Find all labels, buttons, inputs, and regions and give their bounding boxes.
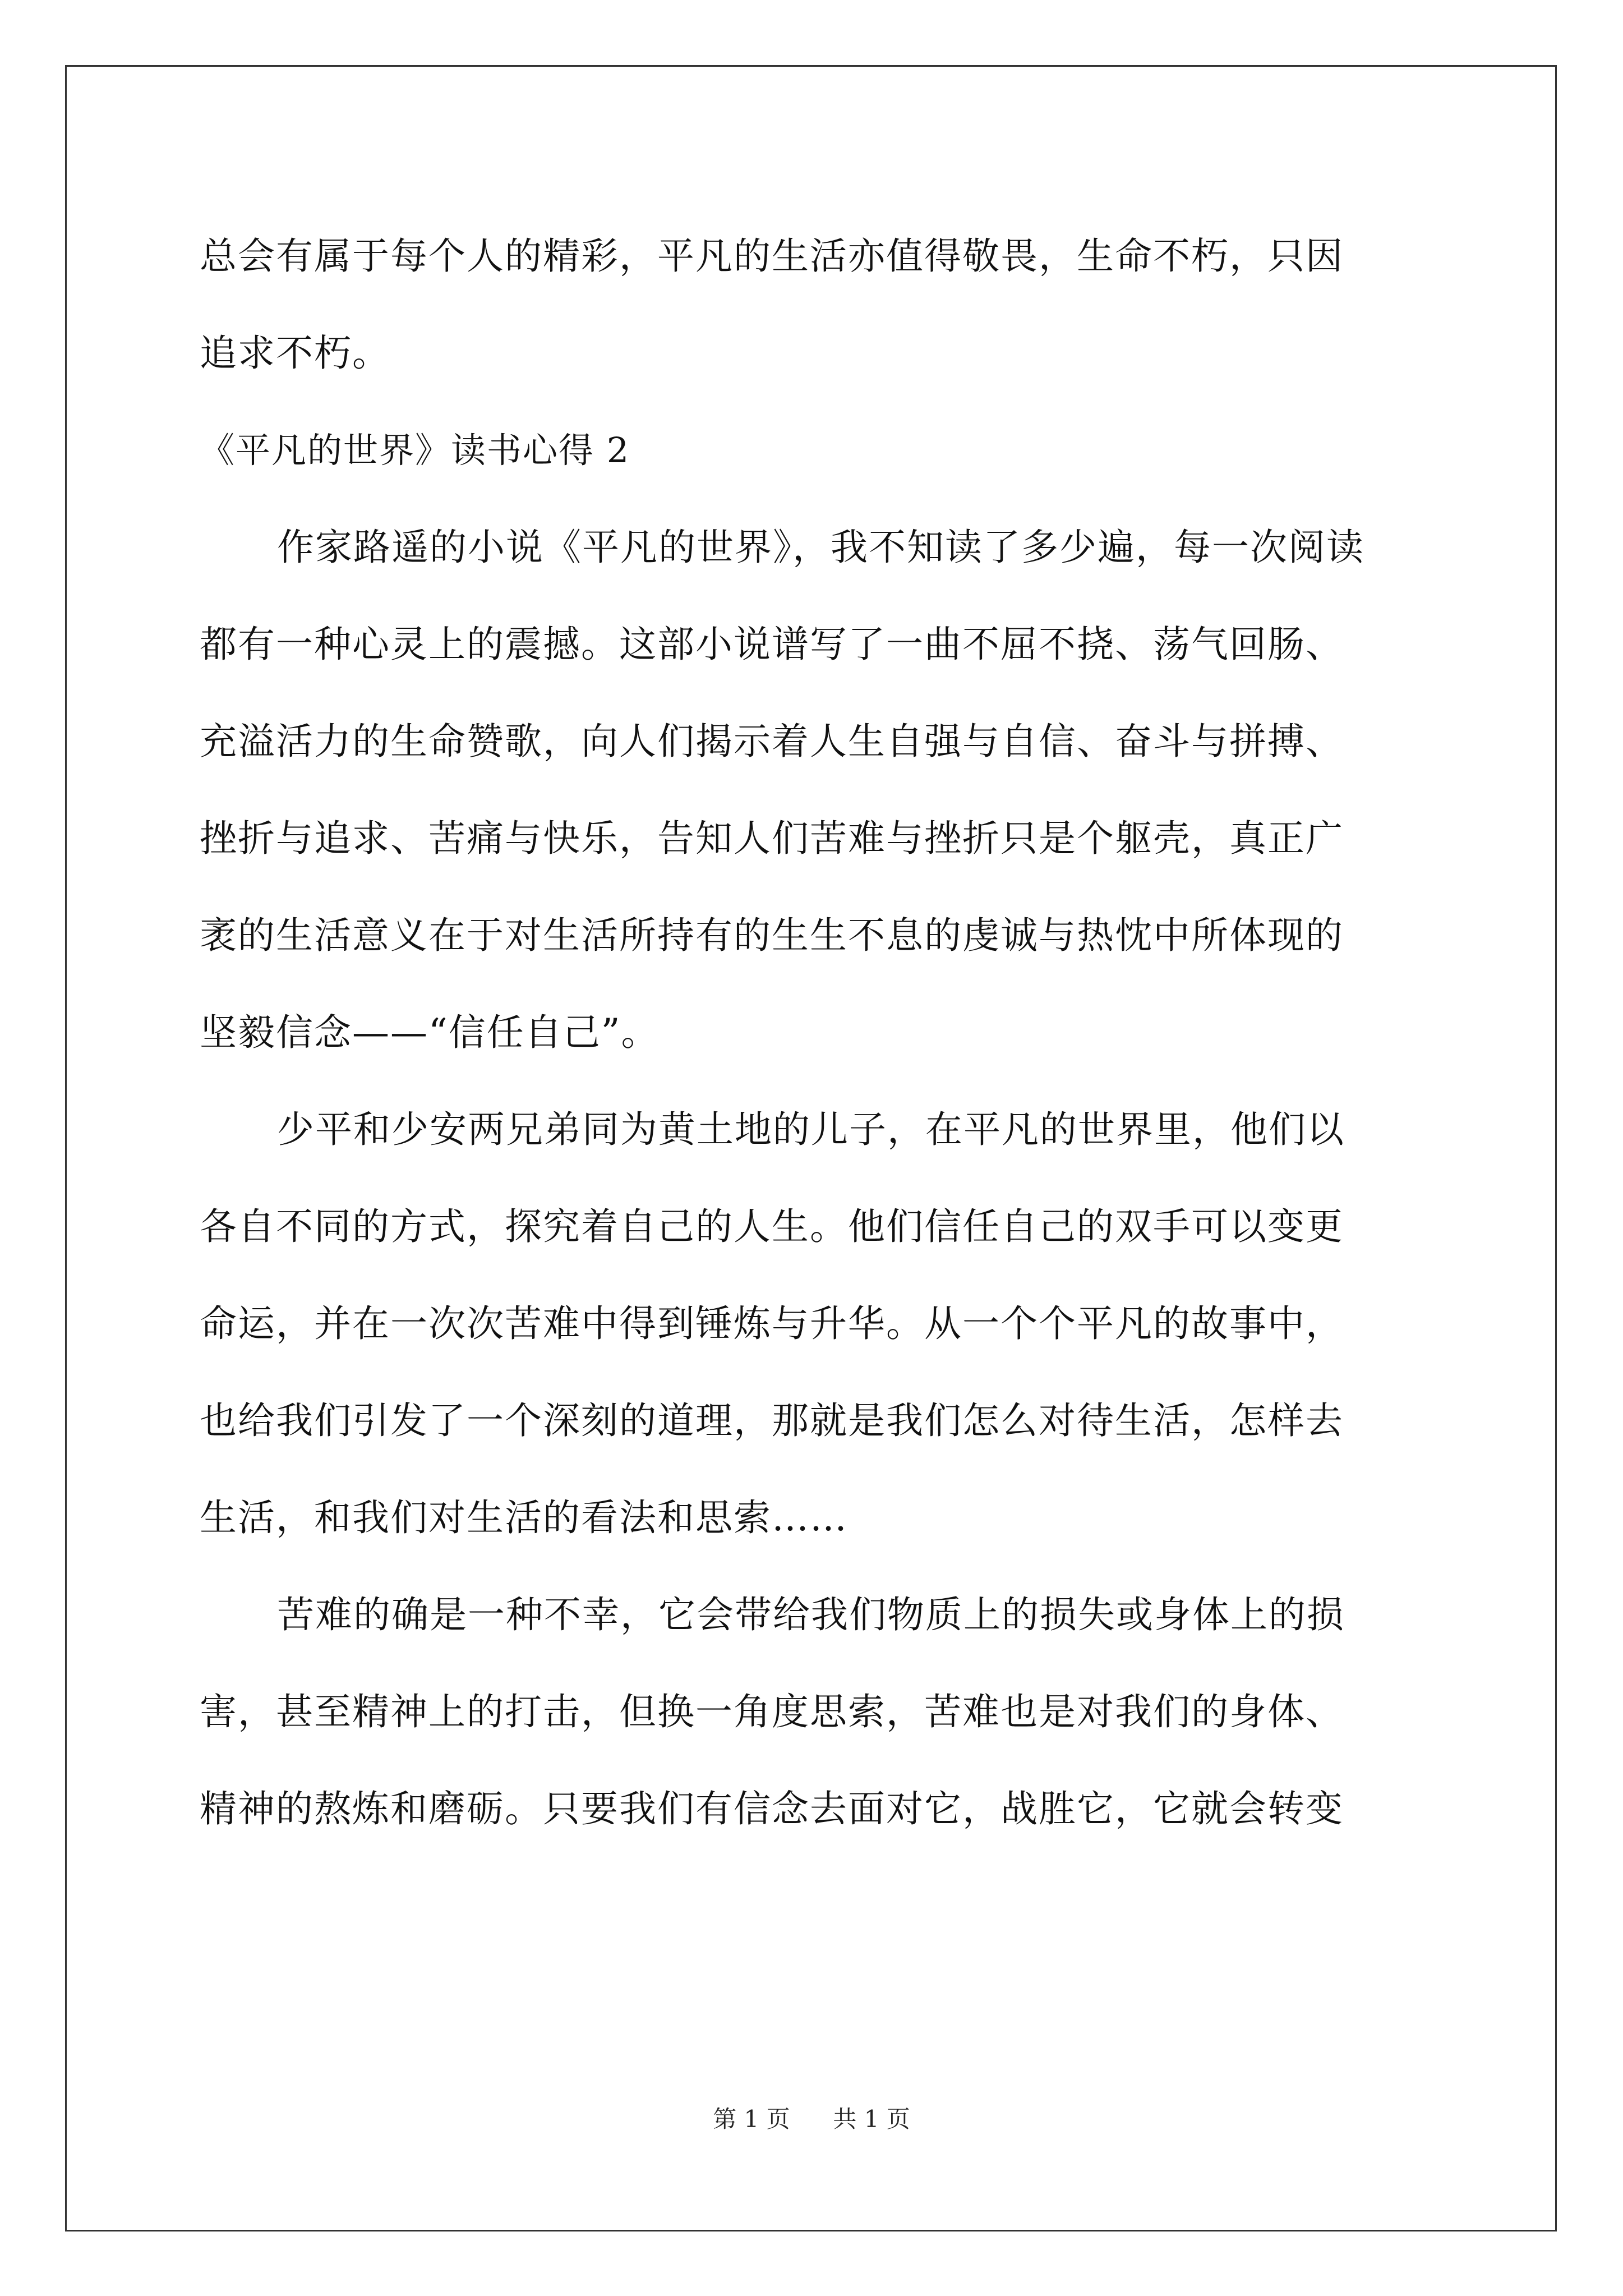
page-footer bbox=[0, 2102, 1623, 2136]
section-heading: 《平凡的世界》读书心得 2 bbox=[200, 430, 630, 471]
paragraph-line: 命运，并在一次次苦难中得到锤炼与升华。从一个个平凡的故事中， bbox=[200, 1302, 1344, 1345]
paragraph-line: 都有一种心灵上的震撼。这部小说谱写了一曲不屈不挠、荡气回肠、 bbox=[200, 623, 1344, 666]
paragraph-line: 追求不朽。 bbox=[200, 332, 390, 375]
paragraph-line: 各自不同的方式，探究着自己的人生。他们信任自己的双手可以变更 bbox=[200, 1205, 1344, 1248]
paragraph-line: 苦难的确是一种不幸，它会带给我们物质上的损失或身体上的损 bbox=[277, 1593, 1345, 1636]
paragraph-line: 充溢活力的生命赞歌，向人们揭示着人生自强与自信、奋斗与拼搏、 bbox=[200, 720, 1344, 763]
paragraph-line: 也给我们引发了一个深刻的道理，那就是我们怎么对待生活，怎样去 bbox=[200, 1399, 1344, 1442]
paragraph-line: 挫折与追求、苦痛与快乐，告知人们苦难与挫折只是个躯壳，真正广 bbox=[200, 817, 1344, 860]
paragraph-line: 作家路遥的小说《平凡的世界》，我不知读了多少遍，每一次阅读 bbox=[277, 526, 1364, 569]
paragraph-line: 总会有属于每个人的精彩，平凡的生活亦值得敬畏，生命不朽，只因 bbox=[200, 234, 1344, 278]
paragraph-line: 坚毅信念——“信任自己”。 bbox=[200, 1011, 660, 1054]
paragraph-line: 害，甚至精神上的打击，但换一角度思索，苦难也是对我们的身体、 bbox=[200, 1690, 1344, 1733]
page-number: 第 1 页 bbox=[713, 2105, 790, 2133]
page-total: 共 1 页 bbox=[833, 2105, 910, 2133]
document-body bbox=[200, 208, 1433, 1857]
paragraph-line: 精神的熬炼和磨砺。只要我们有信念去面对它，战胜它，它就会转变 bbox=[200, 1787, 1344, 1830]
paragraph-line: 袤的生活意义在于对生活所持有的生生不息的虔诚与热忱中所体现的 bbox=[200, 914, 1344, 957]
paragraph-line: 少平和少安两兄弟同为黄土地的儿子，在平凡的世界里，他们以 bbox=[277, 1108, 1345, 1151]
paragraph-line: 生活，和我们对生活的看法和思索…… bbox=[200, 1496, 848, 1539]
